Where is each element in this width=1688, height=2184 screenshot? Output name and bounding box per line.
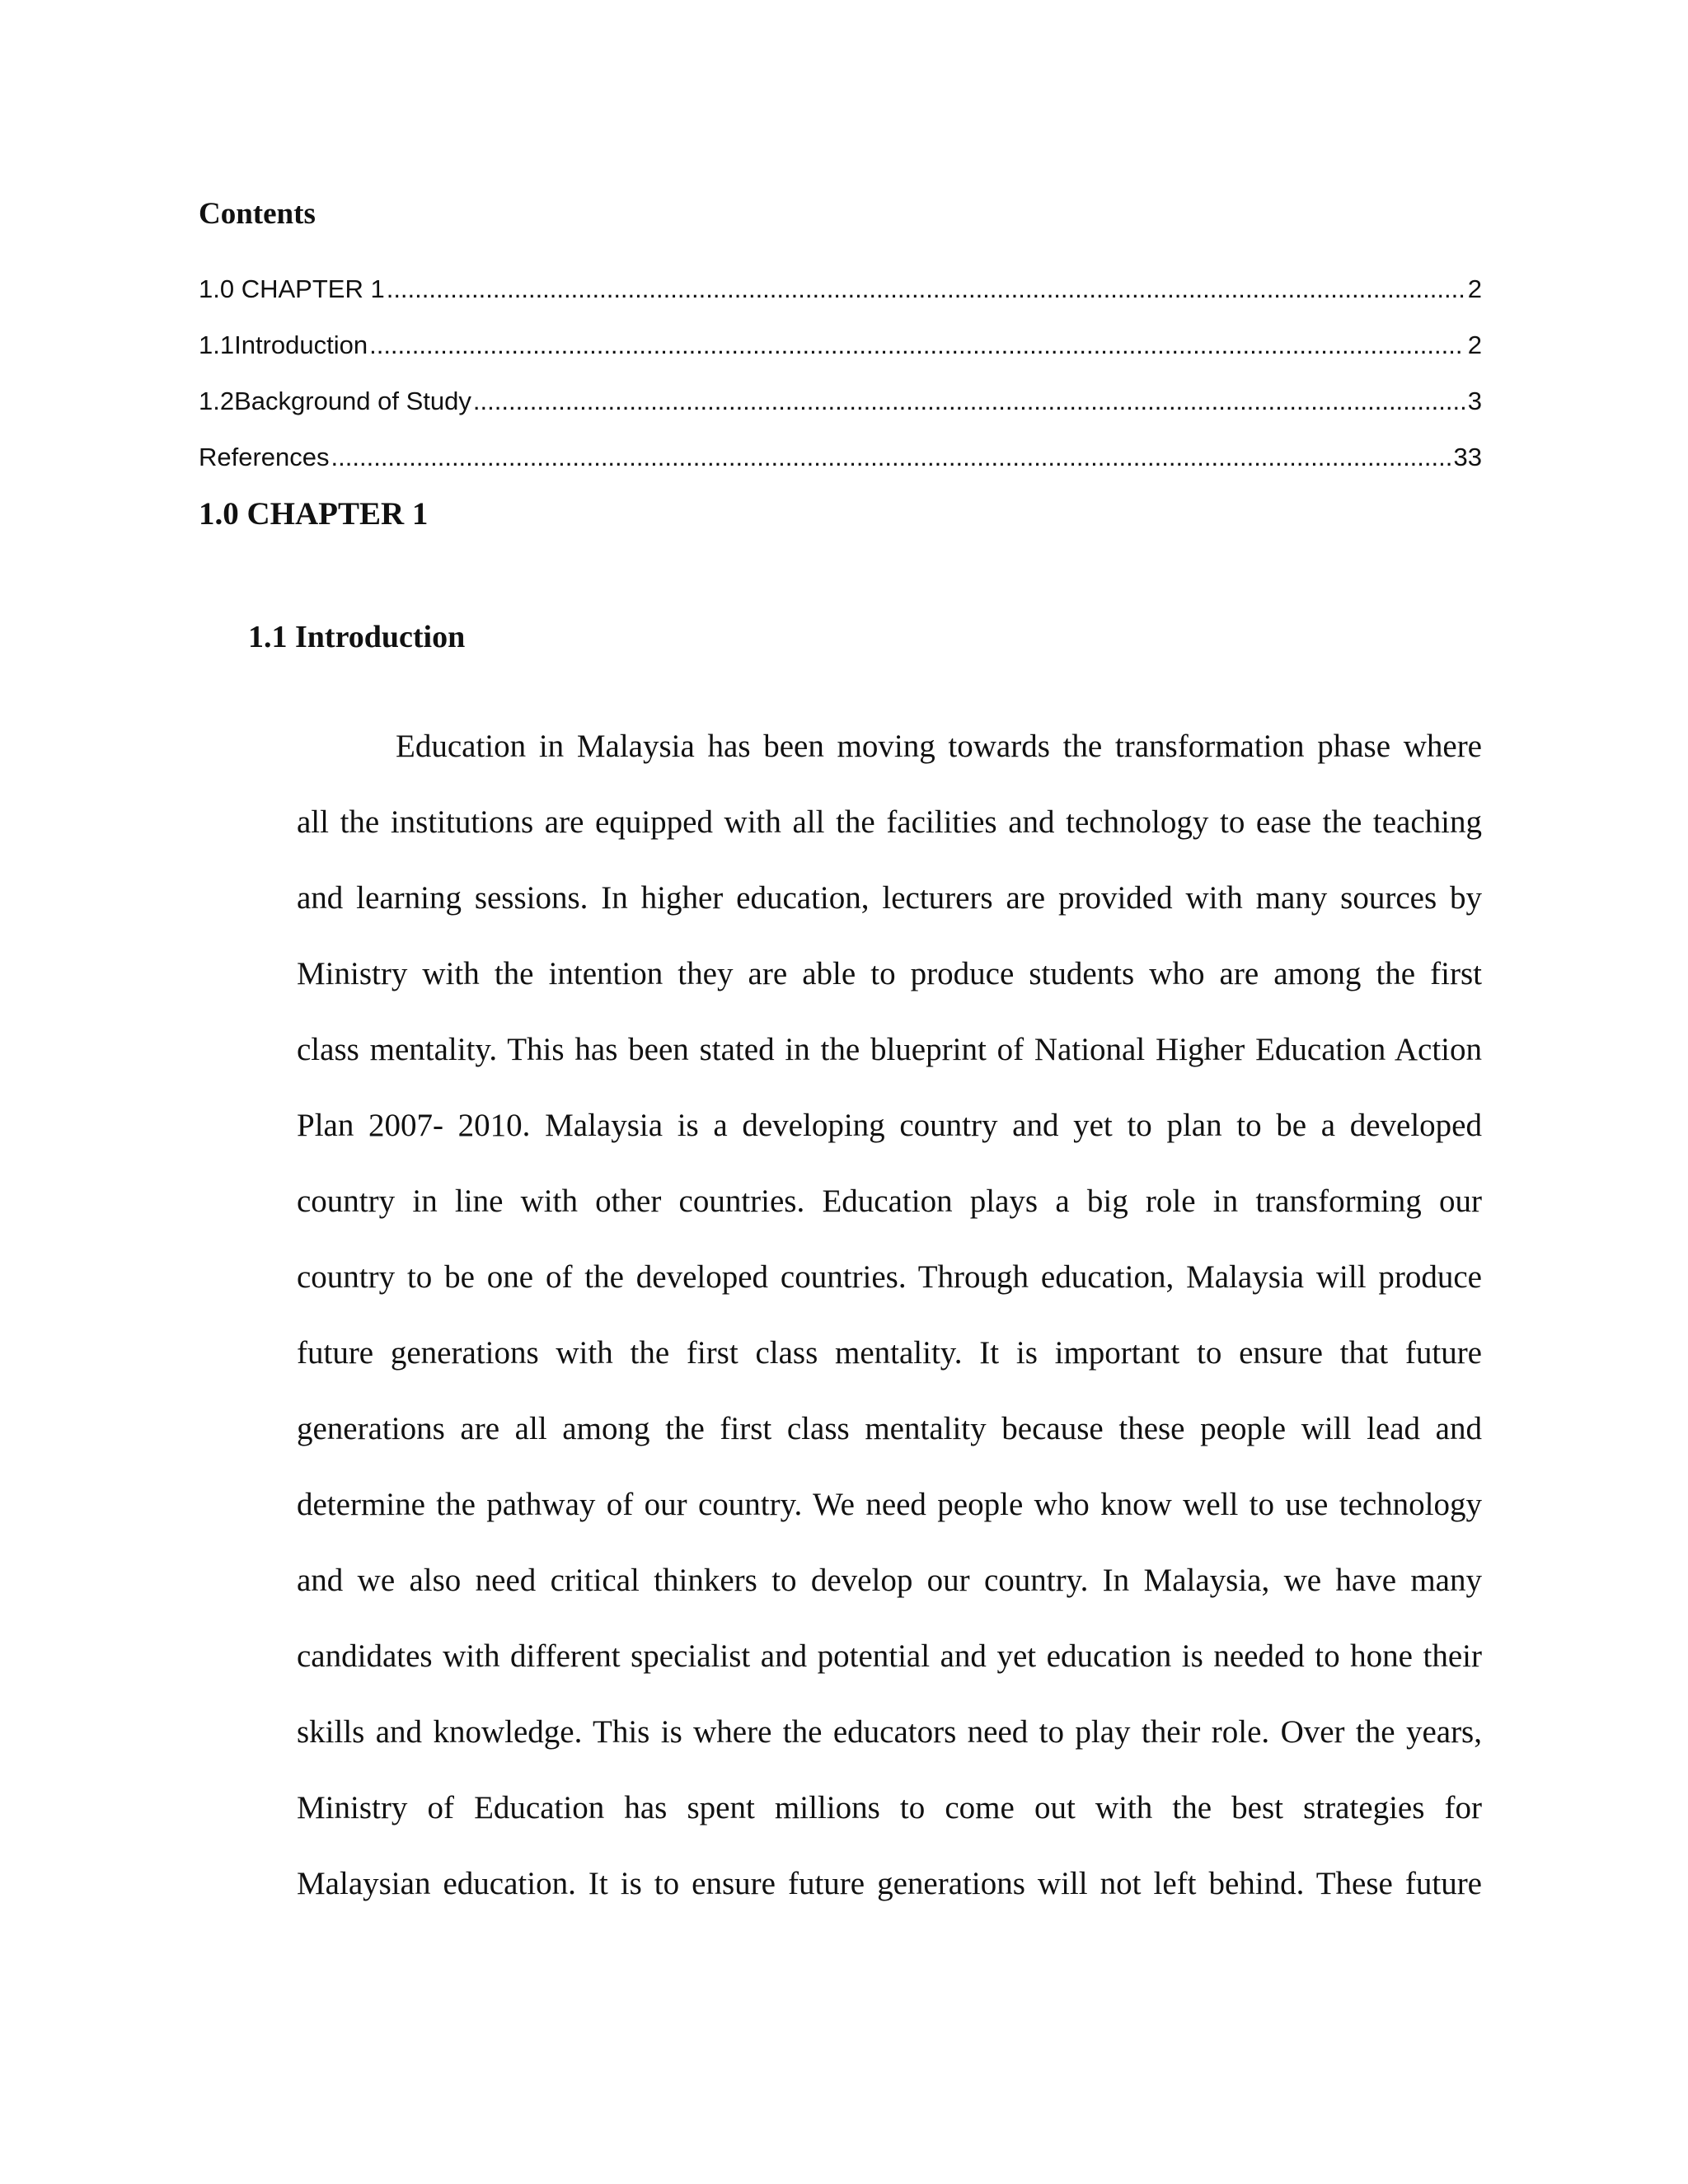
paragraph-line: skills and knowledge. This is where the educators need to play their role. Over the years, — [297, 1714, 1482, 1750]
paragraph-line: Ministry with the intention they are able to produce students who are among the first — [297, 956, 1482, 991]
toc-title: Contents — [199, 197, 316, 231]
paragraph-line: class mentality. This has been stated in the blueprint of National Higher Education Action — [297, 1032, 1482, 1067]
paragraph-line: Ministry of Education has spent millions to come out with the best strategies for — [297, 1790, 1482, 1825]
paragraph-line: and we also need critical thinkers to develop our country. In Malaysia, we have many — [297, 1563, 1482, 1598]
toc-entry[interactable] — [199, 329, 1482, 385]
toc-dot-leader — [473, 385, 1465, 418]
section-heading: 1.1 Introduction — [248, 620, 466, 654]
paragraph-line: candidates with different specialist and potential and yet education is needed to hone their — [297, 1638, 1482, 1674]
toc-entry-label: 1.2Background of Study — [199, 387, 471, 415]
paragraph-line: Malaysian education. It is to ensure future generations will not left behind. These future — [297, 1866, 1482, 1901]
toc-entry[interactable] — [199, 273, 1482, 329]
toc-entry[interactable] — [199, 441, 1482, 497]
paragraph-line: determine the pathway of our country. We need people who know well to use technology — [297, 1487, 1482, 1522]
paragraph-line: all the institutions are equipped with all the facilities and technology to ease the teaching — [297, 804, 1482, 840]
toc-entry-page: 2 — [1467, 274, 1482, 303]
chapter-heading: 1.0 CHAPTER 1 — [199, 496, 429, 532]
toc-entry[interactable] — [199, 385, 1482, 441]
toc-entry-page: 3 — [1467, 387, 1482, 415]
toc-dot-leader — [331, 441, 1451, 474]
toc-entry-label: References — [199, 443, 330, 471]
paragraph-line: and learning sessions. In higher education, lecturers are provided with many sources by — [297, 880, 1482, 916]
paragraph-line: future generations with the first class mentality. It is important to ensure that future — [297, 1335, 1482, 1371]
toc-entry-page: 33 — [1453, 443, 1482, 471]
toc-dot-leader — [387, 273, 1465, 306]
paragraph-line: generations are all among the first class mentality because these people will lead and — [297, 1411, 1482, 1446]
paragraph-line: country in line with other countries. Education plays a big role in transforming our — [297, 1183, 1482, 1219]
table-of-contents — [199, 273, 1482, 497]
toc-entry-label: 1.0 CHAPTER 1 — [199, 274, 385, 303]
toc-dot-leader — [369, 329, 1465, 362]
body-paragraph — [297, 727, 1482, 1940]
paragraph-line: Plan 2007- 2010. Malaysia is a developing country and yet to plan to be a developed — [297, 1108, 1482, 1143]
paragraph-line: country to be one of the developed countries. Through education, Malaysia will produce — [297, 1259, 1482, 1295]
toc-entry-page: 2 — [1467, 330, 1482, 359]
toc-entry-label: 1.1Introduction — [199, 330, 368, 359]
paragraph-line: Education in Malaysia has been moving towards the transformation phase where — [396, 729, 1482, 764]
